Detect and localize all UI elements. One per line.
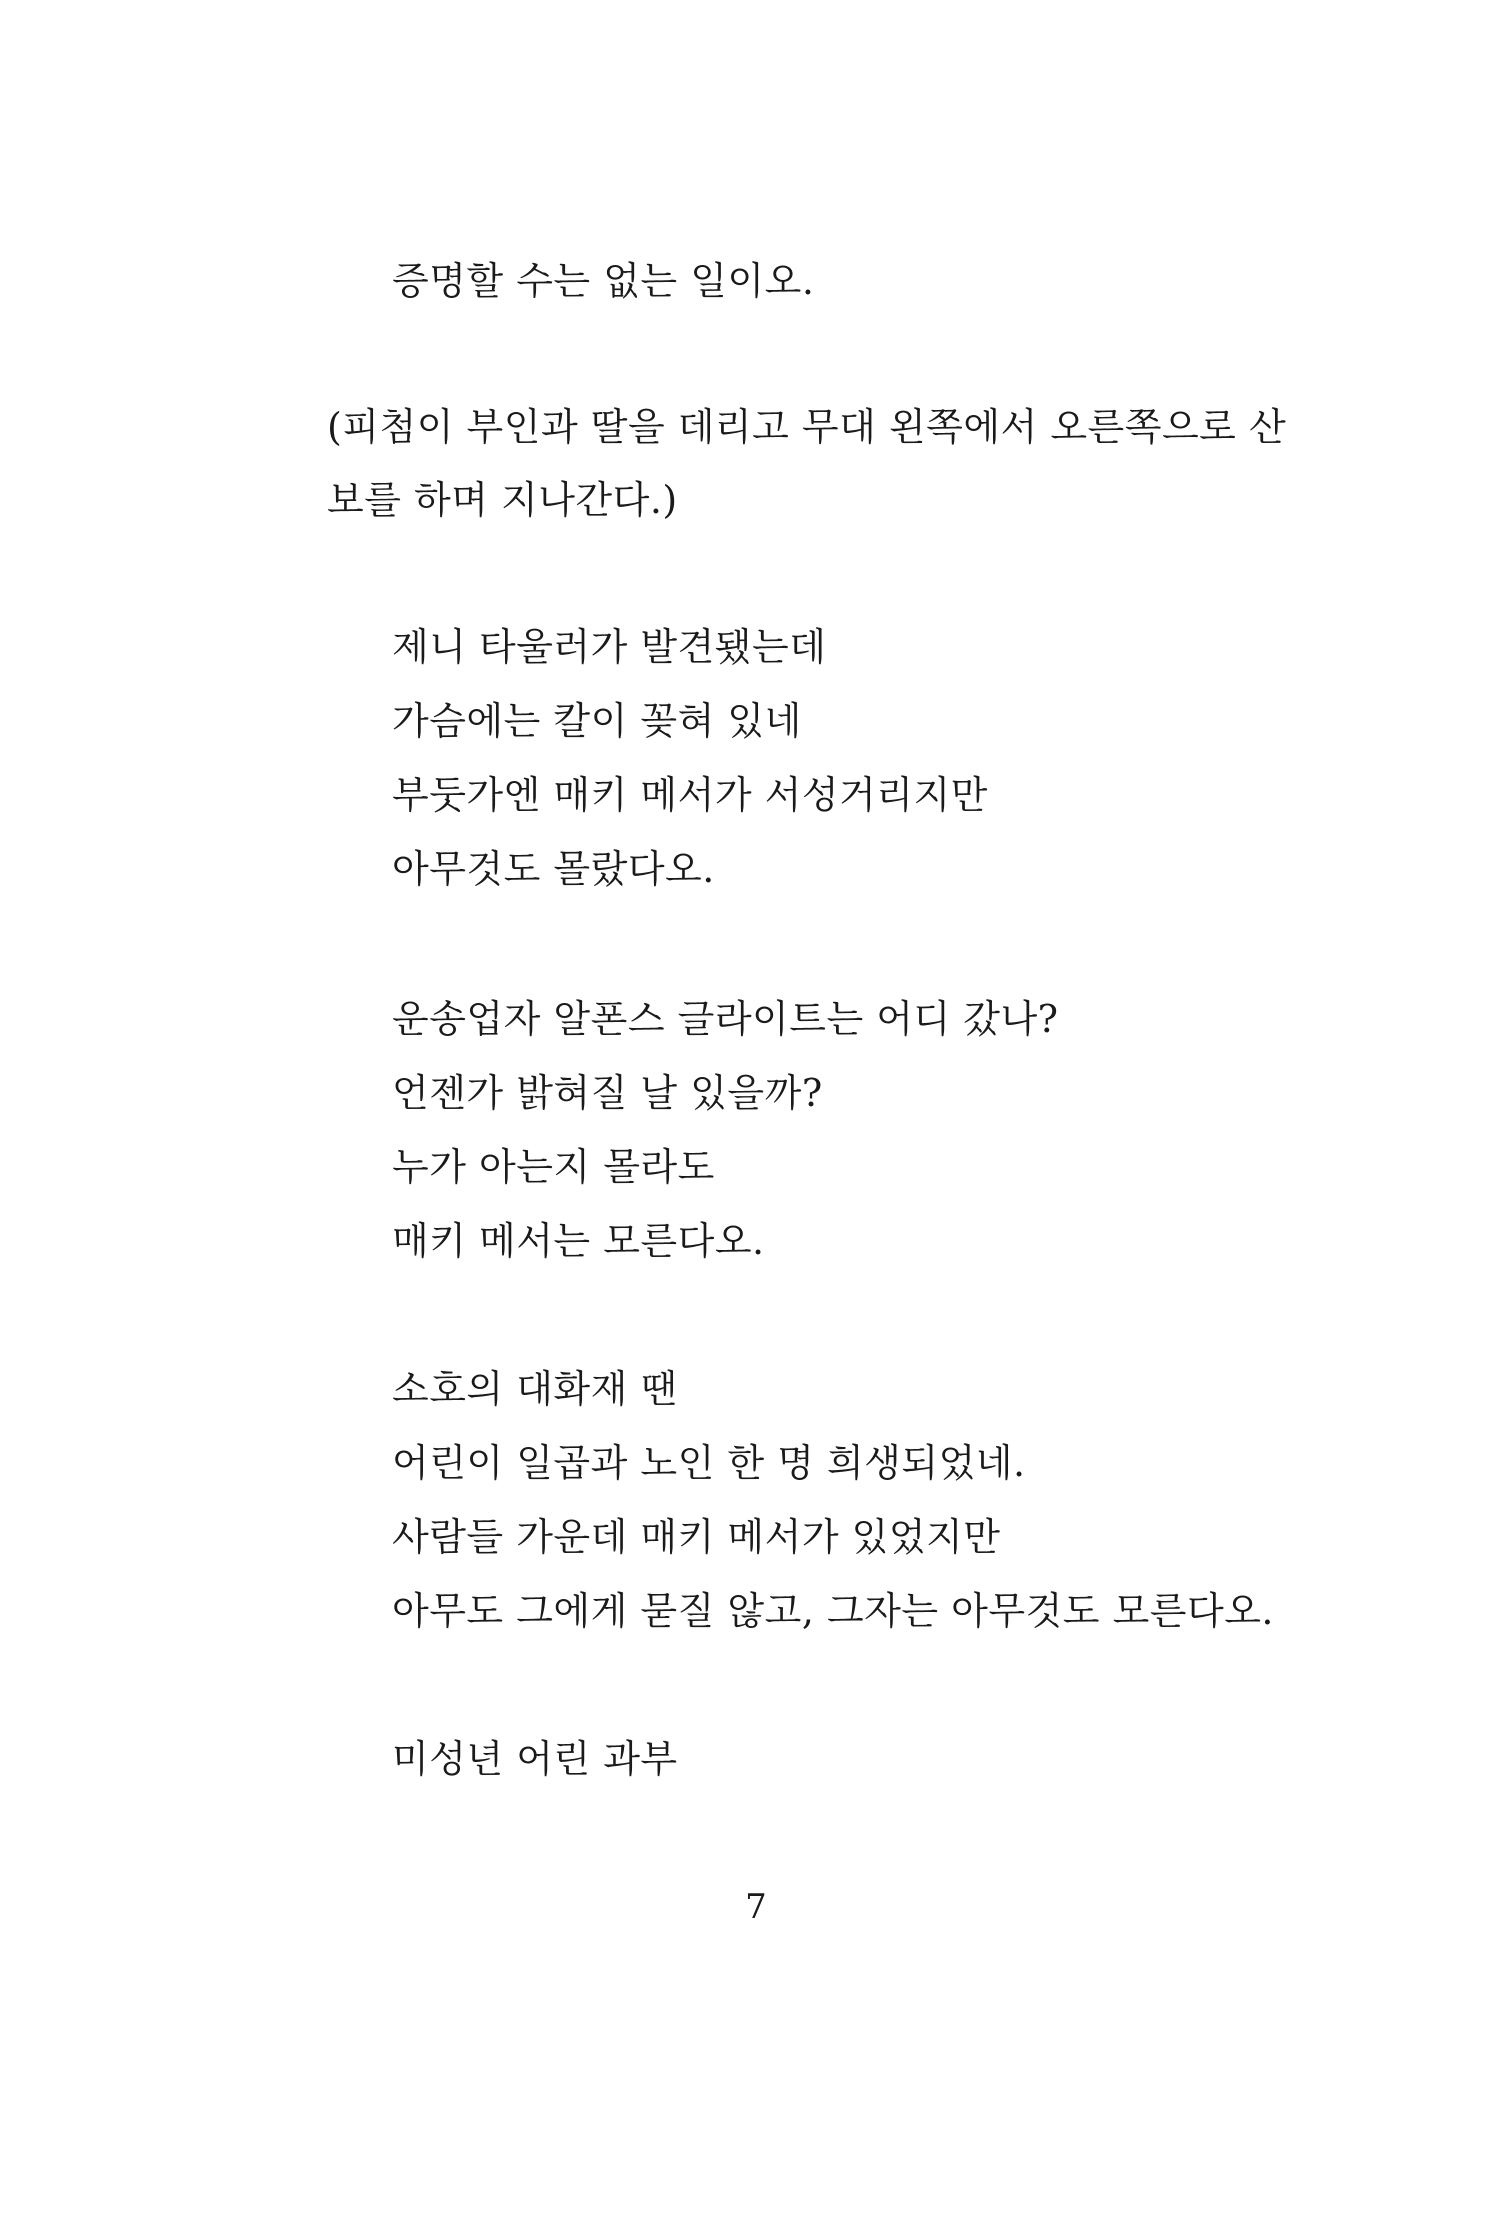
verse-line: 아무것도 몰랐다오. xyxy=(392,847,715,891)
verse-line: 사람들 가운데 매키 메서가 있었지만 xyxy=(392,1515,1001,1559)
verse-line: 언젠가 밝혀질 날 있을까? xyxy=(392,1071,823,1115)
verse-line: 매키 메서는 모른다오. xyxy=(392,1219,765,1263)
verse-line: 운송업자 알폰스 글라이트는 어디 갔나? xyxy=(392,997,1059,1041)
verse-line-opening: 증명할 수는 없는 일이오. xyxy=(392,259,815,303)
verse-line: 가슴에는 칼이 꽂혀 있네 xyxy=(392,699,802,743)
verse-line: 제니 타울러가 발견됐는데 xyxy=(392,625,827,669)
verse-line: 소호의 대화재 땐 xyxy=(392,1367,678,1411)
page-number: 7 xyxy=(745,1887,767,1927)
stage-direction-line-2: 보를 하며 지나간다.) xyxy=(327,478,678,522)
verse-line: 어린이 일곱과 노인 한 명 희생되었네. xyxy=(392,1441,1026,1485)
stage-direction-line-1: (피첨이 부인과 딸을 데리고 무대 왼쪽에서 오른쪽으로 산 xyxy=(327,405,1287,449)
verse-line: 아무도 그에게 묻질 않고, 그자는 아무것도 모른다오. xyxy=(392,1589,1275,1633)
verse-line: 누가 아는지 몰라도 xyxy=(392,1145,715,1189)
verse-line: 미성년 어린 과부 xyxy=(392,1737,678,1781)
verse-line: 부둣가엔 매키 메서가 서성거리지만 xyxy=(392,773,988,817)
